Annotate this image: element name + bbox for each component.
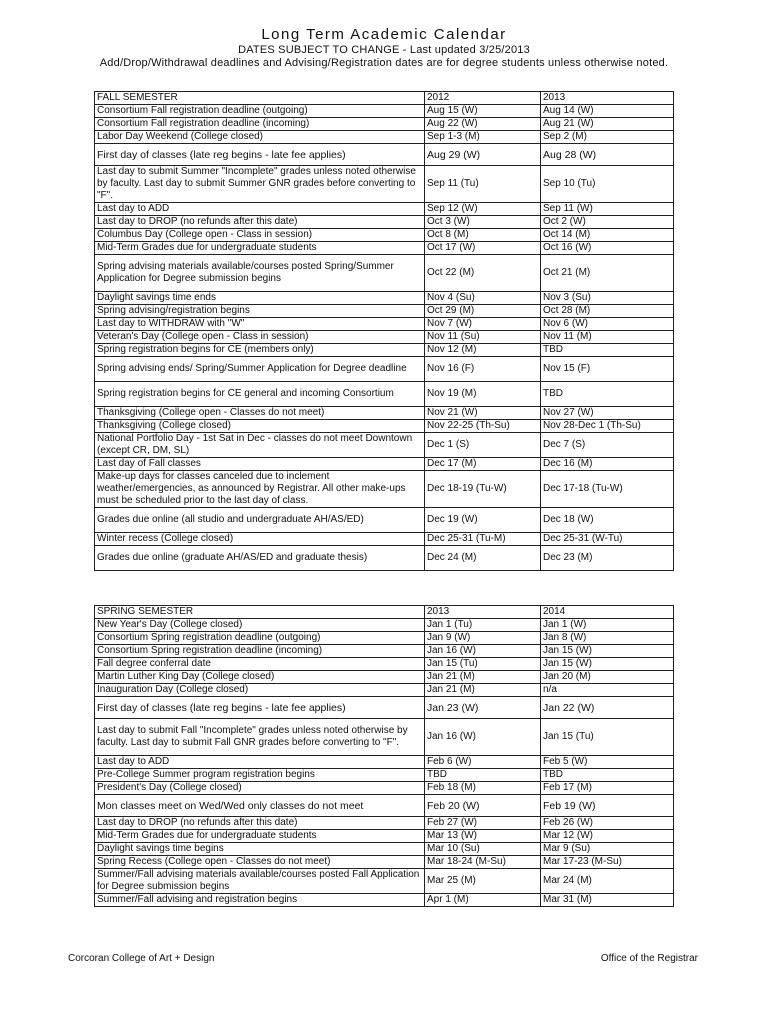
date-cell: Mar 18-24 (M-Su) <box>425 856 541 869</box>
date-cell: Jan 9 (W) <box>425 632 541 645</box>
spring-header-row <box>95 606 674 619</box>
event-cell: Spring registration begins for CE general and incoming Consortium <box>95 382 425 407</box>
date-cell: Dec 24 (M) <box>425 546 541 571</box>
date-cell: Jan 1 (W) <box>541 619 674 632</box>
date-cell: Nov 21 (W) <box>425 407 541 420</box>
table-row <box>95 305 674 318</box>
event-cell: First day of classes (late reg begins - late fee applies) <box>95 697 425 719</box>
date-cell: Feb 19 (W) <box>541 795 674 817</box>
document-header <box>0 26 768 70</box>
date-cell: Jan 22 (W) <box>541 697 674 719</box>
event-cell: President's Day (College closed) <box>95 782 425 795</box>
date-cell: Aug 14 (W) <box>541 105 674 118</box>
date-cell: Feb 27 (W) <box>425 817 541 830</box>
table-row <box>95 684 674 697</box>
table-row <box>95 632 674 645</box>
table-row <box>95 719 674 756</box>
date-cell: Jan 15 (Tu) <box>541 719 674 756</box>
date-cell: Aug 15 (W) <box>425 105 541 118</box>
date-cell: Dec 25-31 (Tu-M) <box>425 533 541 546</box>
table-row <box>95 471 674 508</box>
event-cell: Thanksgiving (College closed) <box>95 420 425 433</box>
event-cell: Last day to ADD <box>95 756 425 769</box>
footer-college-name: Corcoran College of Art + Design <box>68 953 215 964</box>
date-cell: Sep 11 (Tu) <box>425 166 541 203</box>
date-cell: Nov 11 (M) <box>541 331 674 344</box>
date-cell: Aug 21 (W) <box>541 118 674 131</box>
table-row <box>95 255 674 292</box>
table-row <box>95 830 674 843</box>
table-row <box>95 229 674 242</box>
date-cell: Dec 18 (W) <box>541 508 674 533</box>
fall-semester-table <box>94 91 674 571</box>
date-cell: Jan 15 (W) <box>541 645 674 658</box>
event-cell: Columbus Day (College open - Class in session) <box>95 229 425 242</box>
fall-table-body <box>95 92 674 571</box>
date-cell: Sep 12 (W) <box>425 203 541 216</box>
event-cell: Veteran's Day (College open - Class in session) <box>95 331 425 344</box>
event-cell: Summer/Fall advising and registration begins <box>95 894 425 907</box>
date-cell: Sep 11 (W) <box>541 203 674 216</box>
event-cell: Make-up days for classes canceled due to inclement weather/emergencies, as announced by Registrar. All other make-ups must be scheduled prior to the last day of class. <box>95 471 425 508</box>
event-cell: Summer/Fall advising materials available/courses posted Fall Application for Degree submission begins <box>95 869 425 894</box>
table-row <box>95 344 674 357</box>
event-cell: Winter recess (College closed) <box>95 533 425 546</box>
date-cell: Dec 17 (M) <box>425 458 541 471</box>
table-row <box>95 433 674 458</box>
event-cell: Last day to DROP (no refunds after this date) <box>95 216 425 229</box>
date-cell: Sep 10 (Tu) <box>541 166 674 203</box>
table-row <box>95 843 674 856</box>
date-cell: TBD <box>541 344 674 357</box>
date-cell: Nov 22-25 (Th-Su) <box>425 420 541 433</box>
degree-note: Add/Drop/Withdrawal deadlines and Advising/Registration dates are for degree students unless otherwise noted. <box>99 57 669 69</box>
date-cell: Dec 25-31 (W-Tu) <box>541 533 674 546</box>
table-row <box>95 118 674 131</box>
table-row <box>95 203 674 216</box>
table-row <box>95 105 674 118</box>
date-cell: Nov 15 (F) <box>541 357 674 382</box>
table-row <box>95 331 674 344</box>
date-cell: Nov 16 (F) <box>425 357 541 382</box>
event-cell: Inauguration Day (College closed) <box>95 684 425 697</box>
event-cell: Grades due online (all studio and undergraduate AH/AS/ED) <box>95 508 425 533</box>
date-cell: Dec 19 (W) <box>425 508 541 533</box>
date-cell: TBD <box>541 769 674 782</box>
date-cell: Nov 3 (Su) <box>541 292 674 305</box>
date-cell: Oct 2 (W) <box>541 216 674 229</box>
date-cell: Oct 8 (M) <box>425 229 541 242</box>
date-cell: Sep 1-3 (M) <box>425 131 541 144</box>
event-cell: Mid-Term Grades due for undergraduate students <box>95 830 425 843</box>
spring-table-body <box>95 606 674 907</box>
date-cell: Oct 16 (W) <box>541 242 674 255</box>
table-row <box>95 619 674 632</box>
date-cell: Oct 22 (M) <box>425 255 541 292</box>
event-cell: Last day to ADD <box>95 203 425 216</box>
date-cell: Nov 27 (W) <box>541 407 674 420</box>
date-cell: Jan 1 (Tu) <box>425 619 541 632</box>
table-row <box>95 869 674 894</box>
date-cell: Dec 7 (S) <box>541 433 674 458</box>
date-cell: Dec 23 (M) <box>541 546 674 571</box>
event-cell: Consortium Fall registration deadline (incoming) <box>95 118 425 131</box>
event-cell: Daylight savings time begins <box>95 843 425 856</box>
table-row <box>95 782 674 795</box>
table-row <box>95 795 674 817</box>
date-cell: Dec 18-19 (Tu-W) <box>425 471 541 508</box>
fall-header-row <box>95 92 674 105</box>
table-row <box>95 856 674 869</box>
date-cell: Jan 16 (W) <box>425 645 541 658</box>
table-row <box>95 420 674 433</box>
table-row <box>95 458 674 471</box>
table-row <box>95 769 674 782</box>
event-cell: Grades due online (graduate AH/AS/ED and graduate thesis) <box>95 546 425 571</box>
event-cell: Spring registration begins for CE (members only) <box>95 344 425 357</box>
table-row <box>95 697 674 719</box>
date-cell: Feb 17 (M) <box>541 782 674 795</box>
table-row <box>95 756 674 769</box>
date-cell: Feb 20 (W) <box>425 795 541 817</box>
date-cell: Sep 2 (M) <box>541 131 674 144</box>
date-cell: Mar 9 (Su) <box>541 843 674 856</box>
table-row <box>95 645 674 658</box>
event-cell: Spring Recess (College open - Classes do not meet) <box>95 856 425 869</box>
event-cell: Mon classes meet on Wed/Wed only classes do not meet <box>95 795 425 817</box>
table-row <box>95 817 674 830</box>
date-cell: Nov 12 (M) <box>425 344 541 357</box>
date-cell: Mar 10 (Su) <box>425 843 541 856</box>
date-cell: Mar 31 (M) <box>541 894 674 907</box>
table-row <box>95 242 674 255</box>
date-cell: TBD <box>425 769 541 782</box>
event-cell: Last day to DROP (no refunds after this date) <box>95 817 425 830</box>
date-cell: Mar 13 (W) <box>425 830 541 843</box>
date-cell: Aug 22 (W) <box>425 118 541 131</box>
table-row <box>95 318 674 331</box>
date-cell: Oct 17 (W) <box>425 242 541 255</box>
event-cell: Consortium Spring registration deadline (incoming) <box>95 645 425 658</box>
table-row <box>95 166 674 203</box>
date-cell: Apr 1 (M) <box>425 894 541 907</box>
date-cell: Oct 3 (W) <box>425 216 541 229</box>
date-cell: Jan 21 (M) <box>425 684 541 697</box>
date-cell: Jan 21 (M) <box>425 671 541 684</box>
date-cell: TBD <box>541 382 674 407</box>
fall-year-2: 2013 <box>541 92 674 105</box>
table-row <box>95 407 674 420</box>
event-cell: Consortium Fall registration deadline (outgoing) <box>95 105 425 118</box>
date-cell: Mar 24 (M) <box>541 869 674 894</box>
footer-office-name: Office of the Registrar <box>600 953 698 964</box>
event-cell: Last day of Fall classes <box>95 458 425 471</box>
event-cell: Spring advising ends/ Spring/Summer Application for Degree deadline <box>95 357 425 382</box>
event-cell: Last day to submit Summer "Incomplete" grades unless noted otherwise by faculty. Last day to submit Summer GNR grades before converting to "F". <box>95 166 425 203</box>
date-cell: Jan 23 (W) <box>425 697 541 719</box>
event-cell: First day of classes (late reg begins - late fee applies) <box>95 144 425 166</box>
event-cell: Last day to WITHDRAW with "W" <box>95 318 425 331</box>
table-row <box>95 508 674 533</box>
page-title: Long Term Academic Calendar <box>261 26 507 43</box>
date-cell: Oct 14 (M) <box>541 229 674 242</box>
date-cell: Dec 17-18 (Tu-W) <box>541 471 674 508</box>
event-cell: Spring advising/registration begins <box>95 305 425 318</box>
table-row <box>95 533 674 546</box>
date-cell: Jan 15 (W) <box>541 658 674 671</box>
date-cell: Nov 19 (M) <box>425 382 541 407</box>
spring-year-1: 2013 <box>425 606 541 619</box>
date-cell: Jan 16 (W) <box>425 719 541 756</box>
event-cell: Mid-Term Grades due for undergraduate students <box>95 242 425 255</box>
date-cell: Jan 20 (M) <box>541 671 674 684</box>
date-cell: Jan 8 (W) <box>541 632 674 645</box>
spring-semester-heading: SPRING SEMESTER <box>95 606 425 619</box>
event-cell: New Year's Day (College closed) <box>95 619 425 632</box>
table-row <box>95 671 674 684</box>
date-cell: Nov 7 (W) <box>425 318 541 331</box>
event-cell: Fall degree conferral date <box>95 658 425 671</box>
date-cell: Dec 16 (M) <box>541 458 674 471</box>
fall-year-1: 2012 <box>425 92 541 105</box>
event-cell: Pre-College Summer program registration begins <box>95 769 425 782</box>
date-cell: Dec 1 (S) <box>425 433 541 458</box>
table-row <box>95 658 674 671</box>
table-row <box>95 216 674 229</box>
table-row <box>95 357 674 382</box>
date-cell: Feb 6 (W) <box>425 756 541 769</box>
event-cell: Labor Day Weekend (College closed) <box>95 131 425 144</box>
date-cell: Nov 28-Dec 1 (Th-Su) <box>541 420 674 433</box>
table-row <box>95 292 674 305</box>
date-cell: Aug 29 (W) <box>425 144 541 166</box>
event-cell: Martin Luther King Day (College closed) <box>95 671 425 684</box>
table-row <box>95 131 674 144</box>
date-cell: Nov 6 (W) <box>541 318 674 331</box>
date-cell: Oct 21 (M) <box>541 255 674 292</box>
update-notice: DATES SUBJECT TO CHANGE - Last updated 3/25/2013 <box>238 44 530 56</box>
event-cell: Thanksgiving (College open - Classes do not meet) <box>95 407 425 420</box>
date-cell: Oct 28 (M) <box>541 305 674 318</box>
table-row <box>95 382 674 407</box>
event-cell: Spring advising materials available/courses posted Spring/Summer Application for Degree submission begins <box>95 255 425 292</box>
event-cell: Daylight savings time ends <box>95 292 425 305</box>
date-cell: Nov 11 (Su) <box>425 331 541 344</box>
date-cell: Feb 26 (W) <box>541 817 674 830</box>
event-cell: Last day to submit Fall "Incomplete" grades unless noted otherwise by faculty. Last day to submit Fall GNR grades before converting to "F". <box>95 719 425 756</box>
event-cell: National Portfolio Day - 1st Sat in Dec - classes do not meet Downtown (except CR, DM, SL) <box>95 433 425 458</box>
spring-semester-table <box>94 605 674 907</box>
date-cell: Nov 4 (Su) <box>425 292 541 305</box>
date-cell: Jan 15 (Tu) <box>425 658 541 671</box>
event-cell: Consortium Spring registration deadline (outgoing) <box>95 632 425 645</box>
spring-year-2: 2014 <box>541 606 674 619</box>
date-cell: n/a <box>541 684 674 697</box>
fall-semester-heading: FALL SEMESTER <box>95 92 425 105</box>
date-cell: Oct 29 (M) <box>425 305 541 318</box>
table-row <box>95 546 674 571</box>
date-cell: Mar 17-23 (M-Su) <box>541 856 674 869</box>
date-cell: Mar 25 (M) <box>425 869 541 894</box>
table-row <box>95 144 674 166</box>
date-cell: Aug 28 (W) <box>541 144 674 166</box>
table-row <box>95 894 674 907</box>
date-cell: Mar 12 (W) <box>541 830 674 843</box>
date-cell: Feb 5 (W) <box>541 756 674 769</box>
date-cell: Feb 18 (M) <box>425 782 541 795</box>
